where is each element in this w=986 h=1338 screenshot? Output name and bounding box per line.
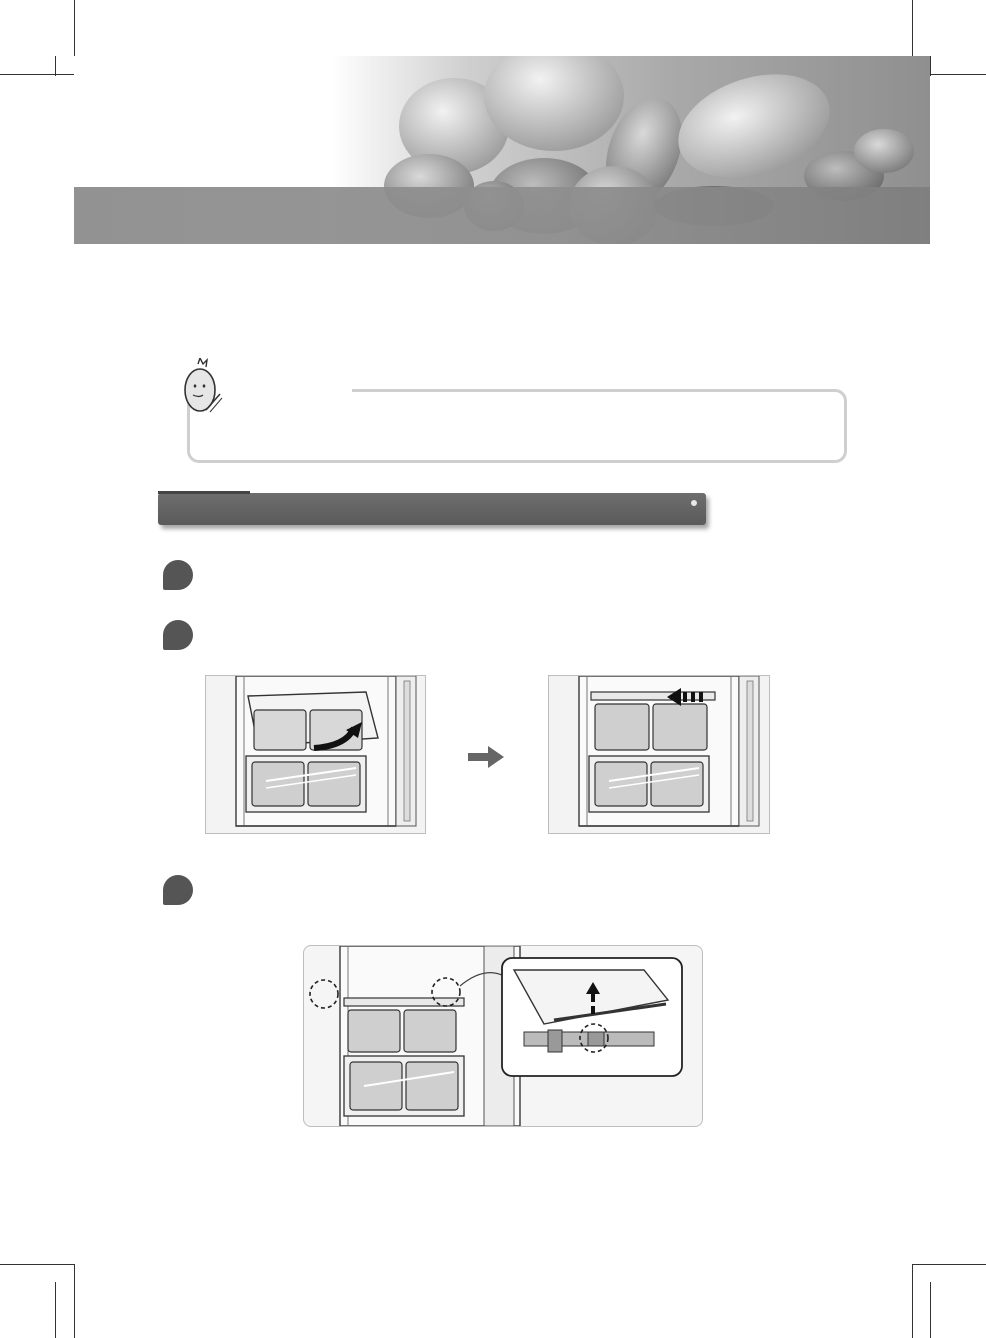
step-2-bullet [163, 620, 193, 650]
step-2-figure-cover-up [205, 675, 426, 834]
step-3-bullet [163, 875, 193, 905]
step-2-figure-cover-push [548, 675, 770, 834]
step-3-figure-detail [303, 945, 703, 1127]
step-1-bullet [163, 560, 193, 590]
banner-title-bar [74, 187, 930, 244]
right-arrow-icon [468, 746, 504, 768]
header-dot-icon [691, 500, 697, 506]
radish-mascot-icon [176, 358, 226, 416]
section-header [158, 493, 706, 525]
header-banner [74, 56, 930, 244]
note-box [187, 389, 847, 463]
